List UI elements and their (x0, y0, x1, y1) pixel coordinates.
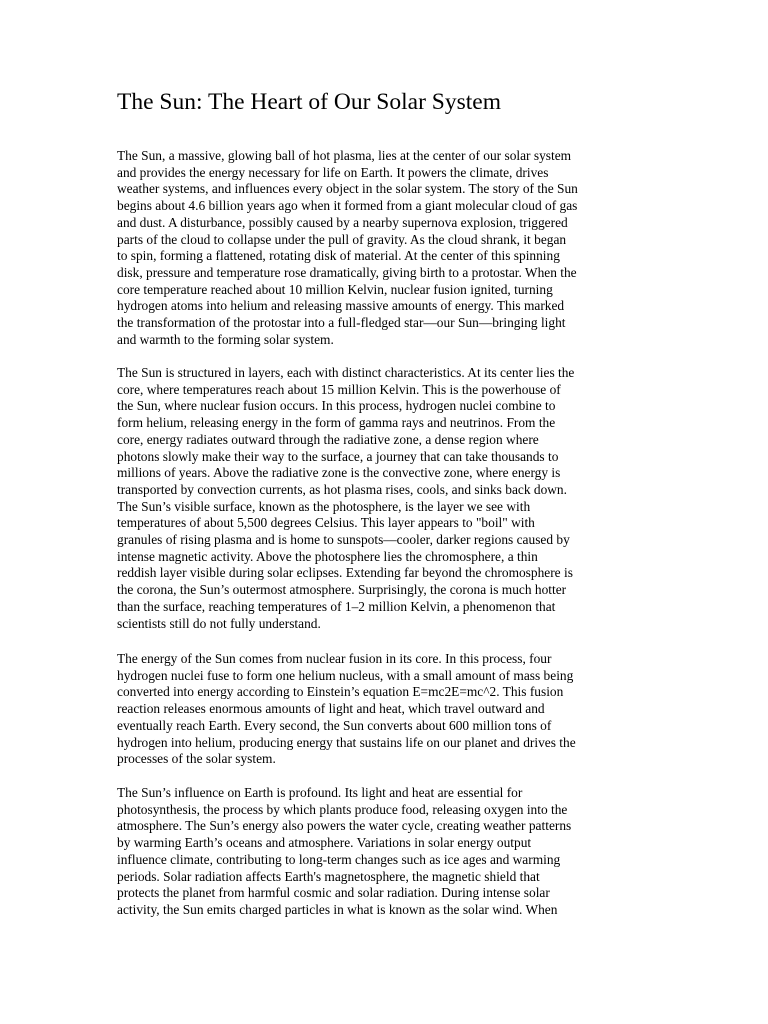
paragraph-line: periods. Solar radiation affects Earth's magnetosphere, the magnetic shield that (117, 868, 540, 884)
paragraph-line: by warming Earth’s oceans and atmosphere. Variations in solar energy output (117, 835, 532, 851)
paragraph-line: activity, the Sun emits charged particles in what is known as the solar wind. When (117, 901, 558, 917)
paragraph-line: and provides the energy necessary for life on Earth. It powers the climate, drives (117, 164, 549, 180)
paragraph-energy (117, 651, 576, 768)
document-title: The Sun: The Heart of Our Solar System (117, 89, 501, 115)
paragraph-line: core temperature reached about 10 million Kelvin, nuclear fusion ignited, turning (117, 281, 553, 297)
paragraph-influence (117, 785, 571, 919)
paragraph-line: The Sun’s influence on Earth is profound. Its light and heat are essential for (117, 785, 523, 800)
paragraph-line: begins about 4.6 billion years ago when it formed from a giant molecular cloud of gas (117, 198, 578, 214)
paragraph-line: the Sun, where nuclear fusion occurs. In this process, hydrogen nuclei combine to (117, 398, 556, 414)
paragraph-line: influence climate, contributing to long-term changes such as ice ages and warming (117, 851, 561, 867)
paragraph-line: form helium, releasing energy in the form of gamma rays and neutrinos. From the (117, 415, 556, 431)
paragraph-line: than the surface, reaching temperatures of 1–2 million Kelvin, a phenomenon that (117, 598, 556, 614)
paragraph-line: millions of years. Above the radiative zone is the convective zone, where energy is (117, 465, 561, 481)
paragraph-line: intense magnetic activity. Above the photosphere lies the chromosphere, a thin (117, 548, 538, 564)
paragraph-line: transported by convection currents, as hot plasma rises, cools, and sinks back down. (117, 481, 567, 497)
paragraph-line: weather systems, and influences every object in the solar system. The story of the Sun (117, 181, 578, 197)
paragraph-line: reaction releases enormous amounts of light and heat, which travel outward and (117, 701, 545, 717)
paragraph-line: eventually reach Earth. Every second, the Sun converts about 600 million tons of (117, 717, 552, 733)
paragraph-line: core, energy radiates outward through the radiative zone, a dense region where (117, 431, 539, 447)
paragraph-line: parts of the cloud to collapse under the pull of gravity. As the cloud shrank, it began (117, 231, 567, 247)
paragraph-line: The energy of the Sun comes from nuclear fusion in its core. In this process, four (117, 651, 552, 666)
paragraph-structure (117, 365, 574, 632)
paragraph-line: and dust. A disturbance, possibly caused by a nearby supernova explosion, triggered (117, 214, 568, 230)
paragraph-line: The Sun’s visible surface, known as the photosphere, is the layer we see with (117, 498, 531, 514)
paragraph-line: photosynthesis, the process by which plants produce food, releasing oxygen into the (117, 801, 568, 817)
paragraph-line: The Sun, a massive, glowing ball of hot plasma, lies at the center of our solar system (117, 148, 572, 163)
paragraph-line: scientists still do not fully understand. (117, 615, 321, 631)
paragraph-line: the transformation of the protostar into a full-fledged star—our Sun—bringing light (117, 315, 566, 331)
paragraph-line: to spin, forming a flattened, rotating disk of material. At the center of this spinning (117, 248, 560, 264)
paragraph-line: atmosphere. The Sun’s energy also powers the water cycle, creating weather patterns (117, 818, 572, 834)
paragraph-formation (117, 148, 578, 348)
paragraph-line: reddish layer visible during solar eclipses. Extending far beyond the chromosphere is (117, 565, 573, 581)
paragraph-line: hydrogen into helium, producing energy that sustains life on our planet and drives the (117, 734, 576, 750)
paragraph-line: processes of the solar system. (117, 751, 276, 767)
paragraph-line: converted into energy according to Einstein’s equation E=mc2E=mc^2. This fusion (117, 684, 564, 700)
paragraph-line: photons slowly make their way to the surface, a journey that can take thousands to (117, 448, 559, 464)
paragraph-line: temperatures of about 5,500 degrees Celsius. This layer appears to "boil" with (117, 515, 535, 531)
paragraph-line: and warmth to the forming solar system. (117, 331, 334, 347)
paragraph-line: the corona, the Sun’s outermost atmosphere. Surprisingly, the corona is much hotter (117, 582, 567, 598)
paragraph-line: granules of rising plasma and is home to sunspots—cooler, darker regions caused by (117, 532, 570, 548)
paragraph-line: hydrogen nuclei fuse to form one helium nucleus, with a small amount of mass being (117, 667, 574, 683)
paragraph-line: The Sun is structured in layers, each with distinct characteristics. At its center lies the (117, 365, 575, 380)
paragraph-line: core, where temperatures reach about 15 million Kelvin. This is the powerhouse of (117, 381, 561, 397)
paragraph-line: disk, pressure and temperature rose dramatically, giving birth to a protostar. When the (117, 264, 577, 280)
paragraph-line: protects the planet from harmful cosmic and solar radiation. During intense solar (117, 885, 550, 901)
paragraph-line: hydrogen atoms into helium and releasing massive amounts of energy. This marked (117, 298, 565, 314)
